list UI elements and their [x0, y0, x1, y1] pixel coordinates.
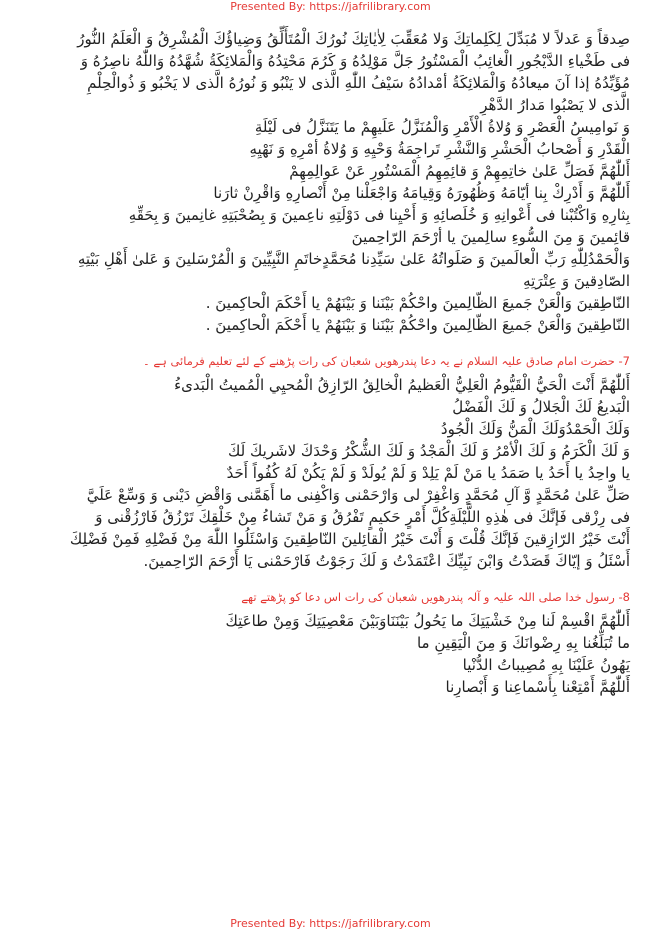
section-7: [40, 374, 630, 572]
header-credit: Presented By: https://jafrilibrary.com: [230, 0, 431, 13]
text-line: الْبَديعُ لَكَ الْجَلالُ وَ لَكَ الْفَضْلُ: [452, 398, 630, 416]
text-line: النّاطِقينَ وَالْعَنْ جَميعَ الظّالِمينَ واحْكُمْ بَيْنَنا وَ بَيْنَهُمْ يا أَحْكَمَ الْحاكِمينَ .: [205, 294, 630, 312]
text-line: الصّادِقينَ وَ عِتْرَتِهِ: [523, 272, 630, 290]
text-line: قائِمينَ وَ مِنَ السُّوءِ سالِمينَ يا أرْحَمَ الرّاحِمينَ: [351, 228, 630, 246]
text-line: أَللّٰهُمَّ أَمْتِعْنا بِأَسْماعِنا وَ أَبْصارِنا: [445, 678, 630, 696]
text-line: فی طَخْياءِ الدَّيْجُورِ الْغائِبُ الْمَسْتُورُ جَلَّ مَوْلِدُهُ وَ كَرُمَ مَحْتِدُهُ وَالْمَلائِكَةُ شُهَّدُهُ وَاللّٰهُ ناصِرُهُ وَ: [80, 52, 630, 70]
text-line: أَسْئَلُ وَ إيّاكَ قَصَدْتُ وَابْنَ نَبِيِّكَ اعْتَمَدْتُ وَ لَكَ رَجَوْتُ فَارْحَمْنی يَا أَرْحَمَ الرّاحِمينَ.: [143, 552, 630, 570]
section-a: [40, 28, 630, 336]
text-line: بِثارِهِ وَاكْتُبْنا فی أَعْوانِهِ وَ خُلَصائِهِ وَ أَحْيِنا فی دَوْلَتِهِ ناعِمينَ وَ بِصُحْبَتِهِ غانِمينَ وَ بِحَقِّهِ: [128, 206, 630, 224]
footer-credit: Presented By: https://jafrilibrary.com: [230, 917, 431, 930]
section-7-heading: 7- حضرت امام صادق علیہ السلام نے یہ دعا پندرھویں شعبان کی رات پڑھنے کے لئے تعلیم فرمائی ہے ۔: [142, 354, 630, 368]
text-line: وَ نَوامِيسُ الْعَصْرِ وَ وُلاةُ الْأَمْرِ وَالْمُنَزَّلُ عَلَيهِمْ ما يَتَنَزَّلُ فی لَيْلَةِ: [254, 118, 630, 136]
text-line: أَللّٰهُمَّ فَصَلِّ عَلیٰ خاتِمِهِمْ وَ قائِمِهِمُ الْمَسْتُورِ عَنْ عَوالِمِهِمْ: [289, 162, 630, 180]
text-line: الَّذی لا يَصْبُوا مَدارُ الدَّهْرِ: [480, 96, 630, 114]
text-line: الْقَدْرِ وَ أَصْحابُ الْحَشْرِ وَالنَّشْرِ تَراجِمَةُ وَحْيِهِ وَ وُلاةُ أمْرِهِ وَ نَهْيِهِ: [249, 140, 630, 158]
text-line: وَالْحَمْدُلِلّٰهِ رَبِّ الْعالَمينَ وَ صَلَواتُهُ عَلیٰ سَيِّدِنا مُحَمَّدٍخاتَمِ النَّبِيِّينَ وَ الْمُرْسَلينَ وَ عَلیٰ أَهْلِ بَيْتِهِ: [77, 250, 630, 268]
text-line: أَنْتَ خَيْرُ الرّازِقينَ فَإنَّكَ قُلْتَ وَ أَنْتَ خَيْرُ الْقائِلينَ النّاطِقينَ وَاسْئَلُوا اللّٰهَ مِنْ فَضْلِهِ فَمِنْ فَضْلِكَ: [69, 530, 630, 548]
text-line: النّاطِقينَ وَالْعَنْ جَميعَ الظّالِمينَ واحْكُمْ بَيْنَنا وَ بَيْنَهُمْ يا أَحْكَمَ الْحاكِمينَ .: [205, 316, 630, 334]
text-line: فی رِزْقی فَإنَّكَ فی هٰذِهِ اللَّيْلَةِكُلَّ أَمْرٍ حَكيمٍ تَفْرُقُ وَ مَنْ تَشاءُ مِنْ خَلْقِكَ تَرْزُقُ فَارْزُقْنی وَ: [95, 508, 630, 526]
text-line: وَ لَكَ الْكَرَمُ وَ لَكَ الْأمْرُ وَ لَكَ الْمَجْدُ وَ لَكَ الشُّكْرُ وَحْدَكَ لاشَريكَ لَكَ: [227, 442, 630, 460]
text-line: أَللّٰهُمَّ أَنْتَ الْحَيُّ الْقَيُّومُ الْعَلِيُّ الْعَظيمُ الْخالِقُ الرّازِقُ الْمُحيِي الْمُمیتُ الْبَدیءُ: [174, 376, 630, 394]
text-line: ما تُبَلِّغُنا بِهِ رِضْوانَكَ وَ مِنَ الْيَقِينِ ما: [416, 634, 630, 652]
text-line: أَللّٰهُمَّ اقْسِمْ لَنا مِنْ خَشْيَتِكَ ما يَحُولُ بَيْنَنَاوَبَيْنَ مَعْصِيَتِكَ وَمِنْ طاعَتِكَ: [225, 612, 630, 630]
text-line: صَلِّ عَلیٰ مُحَمَّدٍ وَّ آلِ مُحَمَّدٍ وَاغْفِرْ لی وَارْحَمْنی وَاكْفِنی ما أَهَمَّنی وَاقْضِ دَيْنی وَ وَسِّعْ عَلَيَّ: [86, 486, 630, 504]
text-line: مُؤَيِّدُهُ إذا آنَ ميعادُهُ وَالْمَلائِكَةُ أمْدادُهُ سَيْفُ اللّٰهِ الَّذی لا يَنْبُو وَ نُورُهُ الَّذی لا يَخْبُو وَ ذُوالْحِلْمِ: [87, 74, 630, 92]
text-line: وَلَكَ الْحَمْدُوَلَكَ الْمَنُّ وَلَكَ الْجُودُ: [440, 420, 630, 438]
text-line: صِدقاً وَ عَدلاً لا مُبَدِّلَ لِكَلِماتِكَ وَلا مُعَقِّبَ لِاٰيٰاتِكَ نُورُكَ الْمُتَأَلِّقُ وَضِياؤُكَ الْمُشْرِقُ وَ الْعَلَمُ النُّورُ: [77, 30, 630, 48]
text-line: أَللّٰهُمَّ وَ أَدْرِكْ بِنا أيّامَهُ وَظُهُورَهُ وَقِيامَهُ وَاجْعَلْنا مِنْ أَنْصارِهِ وَاقْرِنْ ثارَنا: [213, 184, 630, 202]
text-line: يا واحِدُ يا أَحَدُ يا صَمَدُ يا مَنْ لَمْ يَلِدْ وَ لَمْ يُولَدْ وَ لَمْ يَكُنْ لَهُ كُفُواً أَحَدٌ: [226, 464, 630, 482]
section-8-heading: 8- رسول خدا صلی اللہ علیہ و آلہ پندرھویں شعبان کی رات اس دعا کو پڑھتے تھے: [241, 590, 630, 604]
section-8: [40, 610, 630, 698]
text-line: يَهُونُ عَلَيْنَا بِهِ مُصِيباتُ الدُّنْيا: [462, 656, 630, 674]
document-body: [40, 28, 630, 704]
